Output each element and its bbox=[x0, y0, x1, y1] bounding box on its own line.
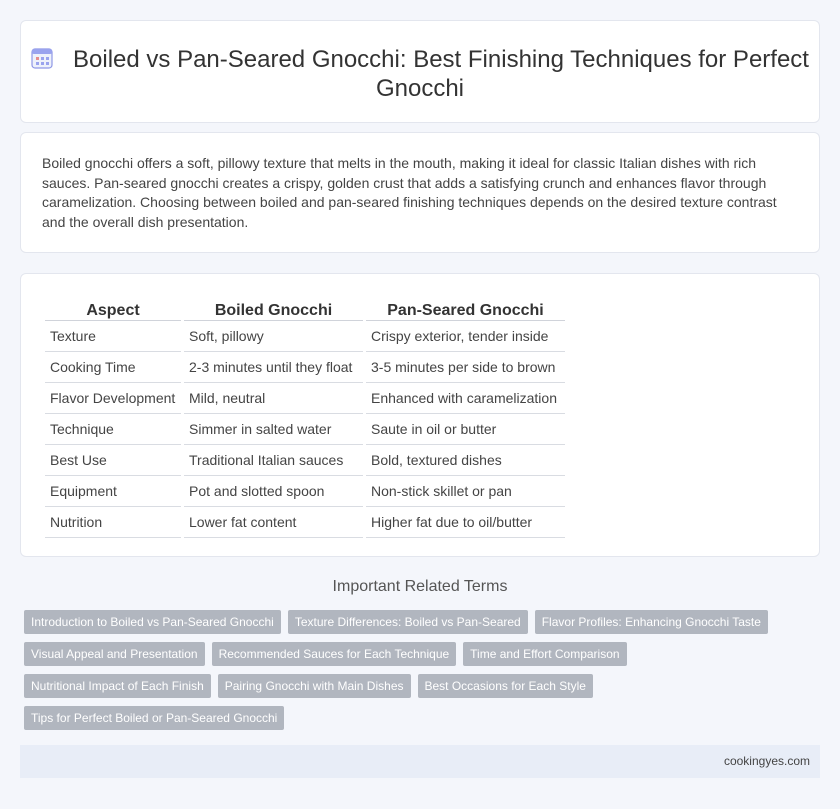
table-row bbox=[45, 321, 565, 352]
tag-row bbox=[24, 610, 784, 634]
table-row bbox=[45, 476, 565, 507]
page-title: Boiled vs Pan-Seared Gnocchi: Best Finishing Techniques for Perfect Gnocchi bbox=[73, 46, 809, 102]
cell-pan-seared: Enhanced with caramelization bbox=[366, 383, 565, 414]
cell-aspect: Best Use bbox=[45, 445, 181, 476]
table-header-row bbox=[45, 295, 565, 321]
intro-card bbox=[20, 132, 820, 253]
table-row bbox=[45, 414, 565, 445]
table-row bbox=[45, 383, 565, 414]
cell-aspect: Texture bbox=[45, 321, 181, 352]
cell-aspect: Technique bbox=[45, 414, 181, 445]
cell-pan-seared: Crispy exterior, tender inside bbox=[366, 321, 565, 352]
related-term-tag[interactable]: Texture Differences: Boiled vs Pan-Seared bbox=[288, 610, 528, 634]
footer bbox=[20, 745, 820, 778]
intro-paragraph: Boiled gnocchi offers a soft, pillowy texture that melts in the mouth, making it ideal for classic Italian dishes with rich sauces. Pan-seared gnocchi creates a crispy, golden crust that adds a satisfying crunch and enhances flavor through caramelization. Choosing between boiled and pan-seared finishing techniques depends on the desired texture contrast and the overall dish presentation. bbox=[42, 155, 777, 230]
tag-row bbox=[24, 674, 784, 698]
comparison-table bbox=[42, 295, 568, 538]
related-terms-title: Important Related Terms bbox=[332, 578, 508, 595]
related-term-tag[interactable]: Pairing Gnocchi with Main Dishes bbox=[218, 674, 411, 698]
cell-pan-seared: Non-stick skillet or pan bbox=[366, 476, 565, 507]
related-terms-tags bbox=[24, 610, 784, 738]
related-term-tag[interactable]: Flavor Profiles: Enhancing Gnocchi Taste bbox=[535, 610, 768, 634]
cell-boiled: Mild, neutral bbox=[184, 383, 363, 414]
related-term-tag[interactable]: Visual Appeal and Presentation bbox=[24, 642, 205, 666]
cell-aspect: Equipment bbox=[45, 476, 181, 507]
cell-pan-seared: Higher fat due to oil/butter bbox=[366, 507, 565, 538]
calendar-icon bbox=[31, 47, 53, 69]
cell-boiled: Simmer in salted water bbox=[184, 414, 363, 445]
header-pan-seared: Pan-Seared Gnocchi bbox=[366, 295, 565, 321]
cell-boiled: 2-3 minutes until they float bbox=[184, 352, 363, 383]
comparison-card bbox=[20, 273, 820, 557]
footer-site-name: cookingyes.com bbox=[723, 754, 810, 768]
cell-pan-seared: Bold, textured dishes bbox=[366, 445, 565, 476]
cell-pan-seared: Saute in oil or butter bbox=[366, 414, 565, 445]
related-term-tag[interactable]: Nutritional Impact of Each Finish bbox=[24, 674, 211, 698]
tag-row bbox=[24, 642, 784, 666]
cell-boiled: Pot and slotted spoon bbox=[184, 476, 363, 507]
cell-pan-seared: 3-5 minutes per side to brown bbox=[366, 352, 565, 383]
related-term-tag[interactable]: Introduction to Boiled vs Pan-Seared Gnocchi bbox=[24, 610, 281, 634]
table-row bbox=[45, 507, 565, 538]
related-term-tag[interactable]: Best Occasions for Each Style bbox=[418, 674, 593, 698]
table-row bbox=[45, 352, 565, 383]
cell-boiled: Traditional Italian sauces bbox=[184, 445, 363, 476]
cell-boiled: Soft, pillowy bbox=[184, 321, 363, 352]
tag-row bbox=[24, 706, 784, 730]
page-title-wrap bbox=[21, 45, 819, 103]
related-term-tag[interactable]: Recommended Sauces for Each Technique bbox=[212, 642, 457, 666]
related-term-tag[interactable]: Tips for Perfect Boiled or Pan-Seared Gnocchi bbox=[24, 706, 284, 730]
cell-boiled: Lower fat content bbox=[184, 507, 363, 538]
header-card bbox=[20, 20, 820, 123]
related-term-tag[interactable]: Time and Effort Comparison bbox=[463, 642, 626, 666]
table-row bbox=[45, 445, 565, 476]
header-boiled: Boiled Gnocchi bbox=[184, 295, 363, 321]
cell-aspect: Nutrition bbox=[45, 507, 181, 538]
cell-aspect: Cooking Time bbox=[45, 352, 181, 383]
cell-aspect: Flavor Development bbox=[45, 383, 181, 414]
header-aspect: Aspect bbox=[45, 295, 181, 321]
